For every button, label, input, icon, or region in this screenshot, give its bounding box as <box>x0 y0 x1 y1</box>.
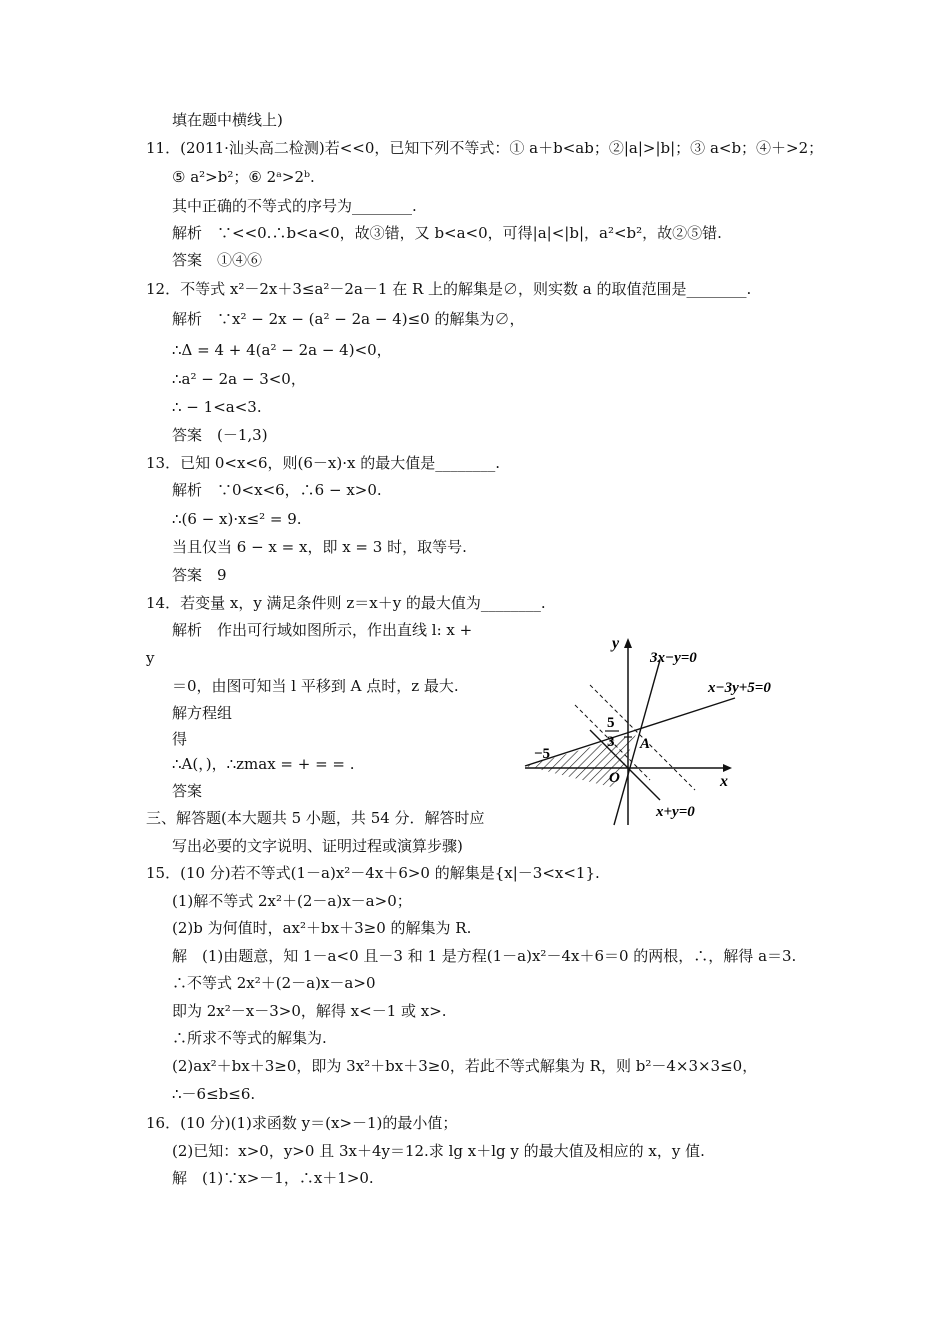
y-axis-label: y <box>612 635 620 652</box>
text-line: ＝0，由图可知当 l 平移到 A 点时，z 最大. <box>172 677 459 695</box>
text-line: 解析 ∵<<0.∴b<a<0，故③错，又 b<a<0，可得|a|<|b|，a²<b²，故②⑤错. <box>172 224 722 242</box>
text-line: ∴Δ = 4 + 4(a² − 2a − 4)<0， <box>172 341 392 359</box>
text-line: 12．不等式 x²－2x＋3≤a²－2a－1 在 R 上的解集是∅，则实数 a 的取值范围是________. <box>146 280 752 298</box>
point-a-label: A <box>640 736 651 752</box>
text-line: 解析 ∵0<x<6，∴6 − x>0. <box>172 481 382 499</box>
text-line: ⑤ a²>b²；⑥ 2ᵃ>2ᵇ. <box>172 168 315 186</box>
text-line: ∴a² − 2a − 3<0， <box>172 370 306 388</box>
text-line: 写出必要的文字说明、证明过程或演算步骤) <box>172 837 463 855</box>
line-x-minus-3y-plus-5 <box>525 698 735 766</box>
text-line: 16．(10 分)(1)求函数 y＝(x>－1)的最小值； <box>146 1114 458 1132</box>
text-line: 得 <box>172 730 188 748</box>
x-axis-arrow <box>723 764 732 772</box>
text-line: 其中正确的不等式的序号为________. <box>172 197 417 215</box>
y-axis-arrow <box>624 638 632 648</box>
text-line: (2)已知：x>0，y>0 且 3x＋4y＝12.求 lg x＋lg y 的最大值及相应的 x，y 值. <box>172 1142 705 1160</box>
feasible-region-diagram <box>520 630 790 830</box>
text-line: 填在题中横线上) <box>172 111 283 129</box>
text-line: 15．(10 分)若不等式(1－a)x²－4x＋6>0 的解集是{x|－3<x<1}. <box>146 864 600 882</box>
text-line: 14．若变量 x，y 满足条件则 z＝x＋y 的最大值为________. <box>146 594 546 612</box>
text-line: 11．(2011·汕头高二检测)若<<0，已知下列不等式：① a＋b<ab；②|a|>|b|；③ a<b；④＋>2； <box>146 139 824 157</box>
tick-neg5-label: −5 <box>534 746 551 762</box>
text-line: ∴不等式 2x²＋(2－a)x－a>0 <box>172 974 376 992</box>
text-line: ∴(6 − x)·x≤² = 9. <box>172 510 302 528</box>
text-line: 即为 2x²－x－3>0，解得 x<－1 或 x>. <box>172 1002 447 1020</box>
frac-numerator: 5 <box>607 715 615 731</box>
text-line: 解 (1)∵x>－1，∴x＋1>0. <box>172 1169 374 1187</box>
text-line: y <box>146 649 155 667</box>
text-line: 解析 作出可行域如图所示，作出直线 l: x + <box>172 621 473 639</box>
text-line: 答案 ①④⑥ <box>172 251 263 269</box>
line2-label: x−3y+5=0 <box>708 680 771 696</box>
text-line: 解 (1)由题意，知 1－a<0 且－3 和 1 是方程(1－a)x²－4x＋6＝0 的两根，∴，解得 a＝3. <box>172 947 797 965</box>
text-line: 当且仅当 6 − x = x，即 x = 3 时，取等号. <box>172 538 467 556</box>
text-line: ∴ − 1<a<3. <box>172 398 262 416</box>
x-axis-label: x <box>720 773 728 790</box>
text-line: 答案 (－1,3) <box>172 426 268 444</box>
feasible-region-svg <box>520 630 790 830</box>
text-line: ∴A(，)，∴zmax = + = = . <box>172 755 355 773</box>
text-line: 答案 <box>172 782 203 800</box>
line3-label: x+y=0 <box>656 804 695 820</box>
frac-denominator: 3 <box>607 734 615 750</box>
text-line: (2)b 为何值时，ax²＋bx＋3≥0 的解集为 R. <box>172 919 472 937</box>
text-line: 解方程组 <box>172 704 233 722</box>
origin-label: O <box>609 770 620 786</box>
text-line: 三、解答题(本大题共 5 小题，共 54 分．解答时应 <box>146 809 485 827</box>
line1-label: 3x−y=0 <box>650 650 697 666</box>
text-line: 答案 9 <box>172 566 227 584</box>
text-line: 解析 ∵x² − 2x − (a² − 2a − 4)≤0 的解集为∅， <box>172 310 525 328</box>
text-line: (2)ax²＋bx＋3≥0，即为 3x²＋bx＋3≥0，若此不等式解集为 R，则 b²－4×3×3≤0， <box>172 1057 758 1075</box>
text-line: ∴－6≤b≤6. <box>172 1085 256 1103</box>
text-line: 13．已知 0<x<6，则(6－x)·x 的最大值是________. <box>146 454 501 472</box>
text-line: ∴所求不等式的解集为. <box>172 1029 327 1047</box>
text-line: (1)解不等式 2x²＋(2－a)x－a>0； <box>172 892 412 910</box>
